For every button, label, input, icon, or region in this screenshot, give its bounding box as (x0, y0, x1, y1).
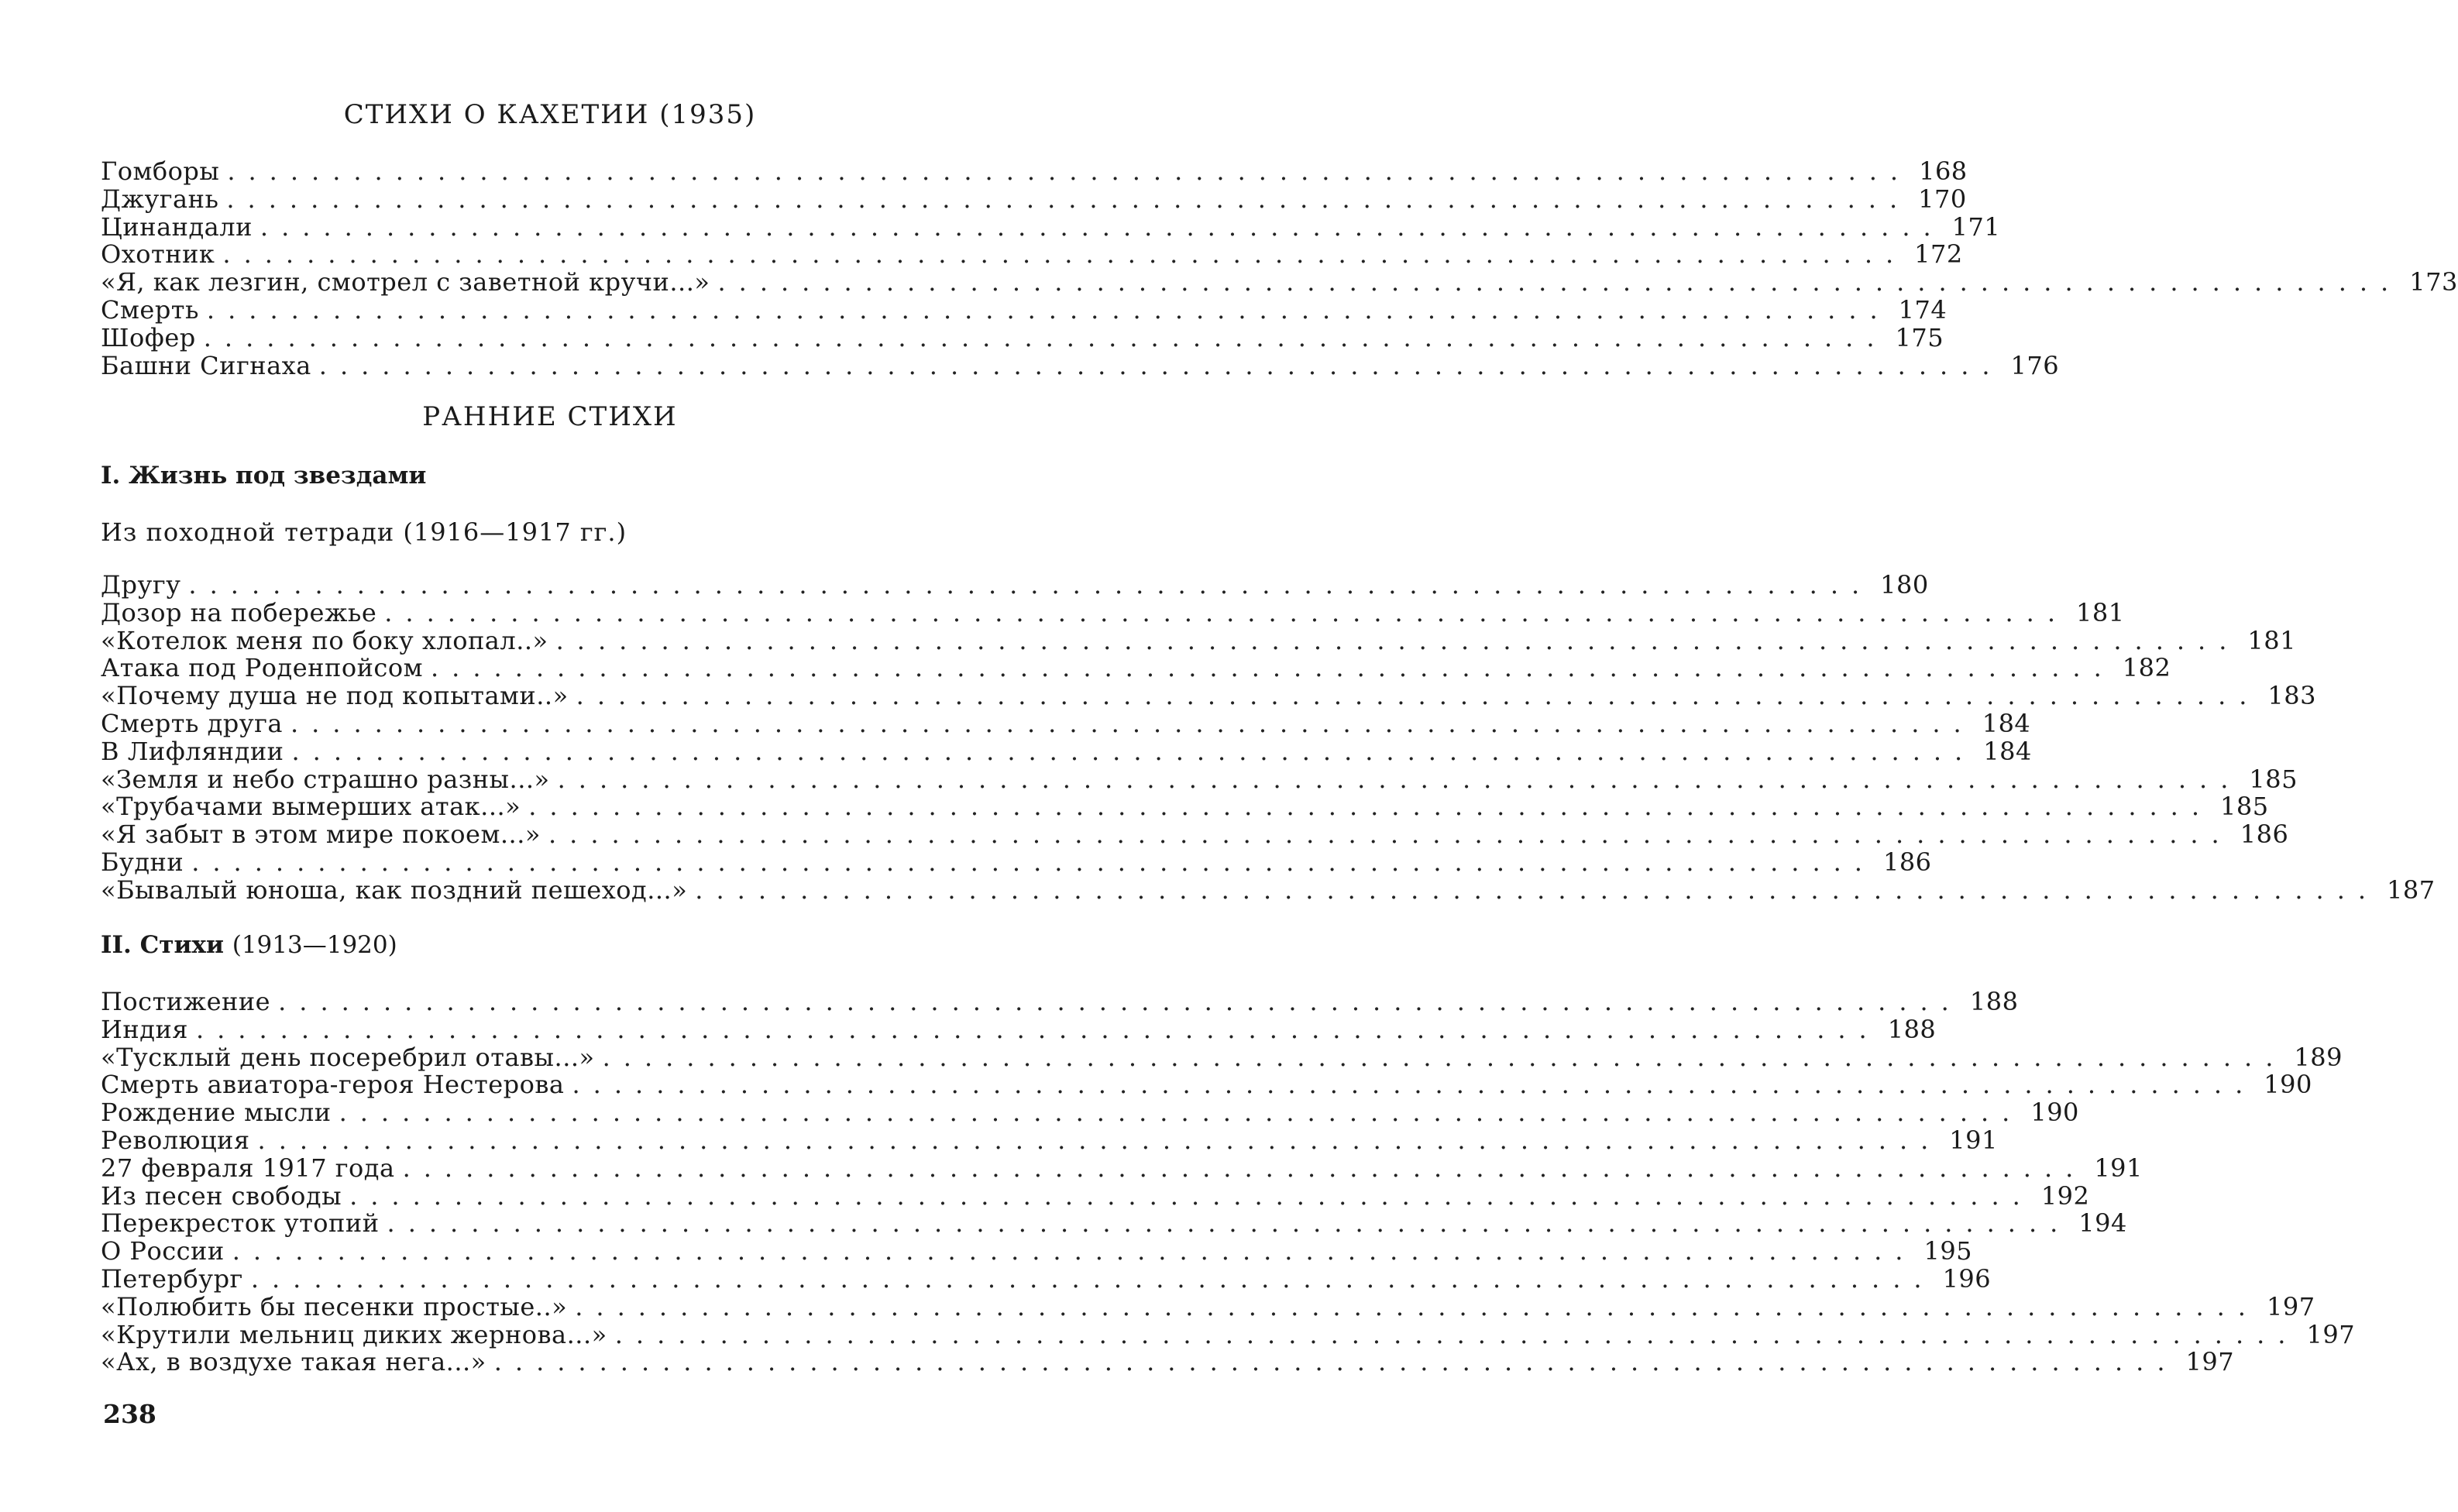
dot-leader: ................................................................................ (528, 792, 2212, 822)
toc-entry-page: 175 (1895, 322, 1944, 352)
dot-leader: ................................................................................ (222, 239, 1907, 270)
toc-entry (101, 820, 2289, 850)
toc-entry-title: «Котелок меня по боку хлопал..» (101, 625, 548, 655)
toc-entry-title: Смерть (101, 294, 199, 325)
dot-leader: ................................................................................ (349, 1180, 2033, 1211)
toc-entry-title: «Почему душа не под копытами..» (101, 681, 569, 711)
toc-entry-page: 190 (2264, 1070, 2312, 1100)
toc-entry-page: 183 (2267, 681, 2316, 711)
toc-entry-page: 191 (2094, 1153, 2143, 1183)
toc-list-poems-1913-1920 (101, 987, 2356, 1377)
dot-leader: ................................................................................ (203, 322, 1888, 352)
toc-entry-page: 186 (2240, 820, 2289, 850)
toc-entry-title: Шофер (101, 322, 196, 352)
toc-entry-page: 181 (2247, 625, 2296, 655)
toc-entry-page: 197 (2266, 1291, 2315, 1321)
dot-leader: ................................................................................ (318, 350, 2003, 380)
dot-leader: ................................................................................ (339, 1098, 2023, 1128)
toc-entry (101, 1042, 2343, 1072)
toc-entry (101, 1319, 2356, 1349)
toc-entry-title: Будни (101, 847, 184, 877)
dot-leader: ................................................................................ (493, 1347, 2178, 1377)
dot-leader: ................................................................................ (195, 1014, 1880, 1044)
toc-entry-page: 176 (2010, 350, 2060, 380)
dot-leader: ................................................................................ (191, 847, 1875, 877)
toc-entry-page: 168 (1919, 156, 1968, 186)
toc-entry (101, 987, 2019, 1016)
toc-entry-page: 188 (1887, 1014, 1937, 1044)
toc-entry-page: 187 (2387, 875, 2436, 905)
dot-leader: ................................................................................ (278, 987, 1962, 1016)
part-heading-years: (1913—1920) (232, 931, 397, 959)
toc-entry-page: 191 (1949, 1125, 1998, 1155)
part-heading-poems-1913-1920 (101, 931, 397, 959)
dot-leader: ................................................................................ (387, 1208, 2071, 1239)
dot-leader: ................................................................................ (602, 1042, 2287, 1072)
toc-entry (101, 736, 2032, 766)
toc-entry (101, 156, 1968, 186)
toc-entry (101, 184, 1967, 214)
toc-entry (101, 597, 2125, 627)
toc-entry-page: 196 (1942, 1263, 1992, 1294)
toc-entry (101, 1153, 2143, 1183)
dot-leader: ................................................................................ (290, 708, 1975, 738)
page-number: 238 (103, 1399, 156, 1429)
toc-entry-page: 173 (2409, 267, 2458, 297)
toc-entry-title: Смерть авиатора-героя Нестерова (101, 1070, 565, 1100)
dot-leader: ................................................................................ (575, 1291, 2259, 1321)
toc-entry-page: 181 (2076, 597, 2125, 627)
toc-entry-title: «Земля и небо страшно разны...» (101, 764, 550, 794)
toc-entry-page: 185 (2249, 764, 2298, 794)
dot-leader: ................................................................................ (291, 736, 1976, 766)
dot-leader: ................................................................................ (572, 1070, 2257, 1100)
toc-entry (101, 1125, 1998, 1155)
toc-entry-title: «Я, как лезгин, смотрел с заветной кручи...» (101, 267, 710, 297)
toc-entry-title: В Лифляндии (101, 736, 284, 766)
toc-entry-title: «Крутили мельниц диких жернова...» (101, 1319, 607, 1349)
toc-entry-page: 184 (1983, 736, 2032, 766)
dot-leader: ................................................................................ (188, 570, 1873, 600)
toc-entry-page: 180 (1880, 570, 1929, 600)
toc-entry-page: 188 (1969, 987, 2019, 1016)
toc-entry (101, 1098, 2079, 1128)
toc-entry (101, 570, 1929, 600)
toc-entry-title: Охотник (101, 239, 215, 270)
dot-leader: ................................................................................ (431, 653, 2115, 683)
toc-entry (101, 267, 2458, 297)
dot-leader: ................................................................................ (227, 156, 1912, 186)
toc-entry (101, 294, 1947, 325)
toc-entry-title: Гомборы (101, 156, 220, 186)
toc-list-kakhetia (101, 156, 2458, 380)
toc-entry (101, 625, 2296, 655)
toc-entry-title: Дозор на побережье (101, 597, 377, 627)
toc-entry (101, 1180, 2090, 1211)
toc-entry-title: «Ах, в воздухе такая нега...» (101, 1347, 486, 1377)
dot-leader: ................................................................................ (226, 184, 1911, 214)
toc-entry (101, 322, 1944, 352)
toc-entry-title: 27 февраля 1917 года (101, 1153, 395, 1183)
dot-leader: ................................................................................ (555, 625, 2240, 655)
toc-entry-page: 171 (1951, 211, 2001, 242)
toc-entry (101, 1014, 1937, 1044)
toc-entry (101, 239, 1963, 270)
toc-entry (101, 847, 1932, 877)
toc-entry-page: 197 (2306, 1319, 2356, 1349)
toc-entry-title: «Бывалый юноша, как поздний пешеход...» (101, 875, 688, 905)
toc-entry-page: 190 (2030, 1098, 2079, 1128)
toc-entry-page: 172 (1914, 239, 1963, 270)
toc-entry-page: 194 (2078, 1208, 2127, 1239)
subsection-heading-field-notebook: Из походной тетради (1916—1917 гг.) (101, 517, 627, 547)
part-heading-life-under-stars: I. Жизнь под звездами (101, 462, 427, 490)
toc-entry-title: Башни Сигнаха (101, 350, 311, 380)
toc-entry-page: 197 (2185, 1347, 2235, 1377)
dot-leader: ................................................................................ (384, 597, 2068, 627)
toc-entry-title: «Полюбить бы песенки простые..» (101, 1291, 568, 1321)
toc-entry-title: Постижение (101, 987, 271, 1016)
toc-entry-title: Индия (101, 1014, 188, 1044)
toc-entry-title: Революция (101, 1125, 250, 1155)
toc-entry-page: 189 (2294, 1042, 2343, 1072)
toc-entry-title: Петербург (101, 1263, 243, 1294)
dot-leader: ................................................................................ (260, 211, 1944, 242)
toc-entry (101, 1236, 1973, 1266)
toc-entry (101, 764, 2298, 794)
toc-entry (101, 1070, 2312, 1100)
toc-entry (101, 875, 2436, 905)
toc-entry (101, 653, 2171, 683)
part-heading-bold: II. Стихи (101, 931, 224, 959)
toc-entry (101, 1208, 2127, 1239)
dot-leader: ................................................................................ (257, 1125, 1942, 1155)
toc-entry-title: Рождение мысли (101, 1098, 332, 1128)
toc-entry-page: 184 (1982, 708, 2031, 738)
toc-entry-title: Другу (101, 570, 181, 600)
toc-entry (101, 1347, 2235, 1377)
toc-entry (101, 211, 2001, 242)
dot-leader: ................................................................................ (576, 681, 2260, 711)
toc-entry-page: 186 (1882, 847, 1932, 877)
toc-entry-title: «Трубачами вымерших атак...» (101, 792, 521, 822)
toc-entry-page: 170 (1918, 184, 1967, 214)
toc-entry-title: Перекресток утопий (101, 1208, 380, 1239)
toc-entry-page: 185 (2220, 792, 2269, 822)
toc-entry-title: Из песен свободы (101, 1180, 342, 1211)
dot-leader: ................................................................................ (695, 875, 2380, 905)
section-heading-early-poems: РАННИЕ СТИХИ (422, 401, 678, 432)
dot-leader: ................................................................................ (548, 820, 2233, 850)
toc-entry-title: «Я забыт в этом мире покоем...» (101, 820, 541, 850)
toc-entry (101, 708, 2031, 738)
toc-entry (101, 681, 2316, 711)
toc-entry-title: Джугань (101, 184, 219, 214)
dot-leader: ................................................................................ (717, 267, 2402, 297)
toc-list-life-under-stars (101, 570, 2436, 905)
dot-leader: ................................................................................ (206, 294, 1891, 325)
toc-entry-title: О России (101, 1236, 225, 1266)
toc-entry (101, 792, 2269, 822)
dot-leader: ................................................................................ (402, 1153, 2087, 1183)
toc-entry-page: 174 (1898, 294, 1947, 325)
dot-leader: ................................................................................ (250, 1263, 1935, 1294)
dot-leader: ................................................................................ (557, 764, 2242, 794)
toc-entry-title: Атака под Роденпойсом (101, 653, 423, 683)
toc-entry (101, 1263, 1992, 1294)
dot-leader: ................................................................................ (614, 1319, 2299, 1349)
toc-entry (101, 1291, 2315, 1321)
section-heading-kakhetia: СТИХИ О КАХЕТИИ (1935) (343, 99, 757, 130)
toc-entry (101, 350, 2060, 380)
toc-entry-page: 195 (1923, 1236, 1973, 1266)
toc-entry-page: 182 (2122, 653, 2171, 683)
toc-entry-page: 192 (2040, 1180, 2090, 1211)
toc-entry-title: «Тусклый день посеребрил отавы...» (101, 1042, 595, 1072)
dot-leader: ................................................................................ (232, 1236, 1917, 1266)
toc-entry-title: Смерть друга (101, 708, 283, 738)
toc-entry-title: Цинандали (101, 211, 253, 242)
